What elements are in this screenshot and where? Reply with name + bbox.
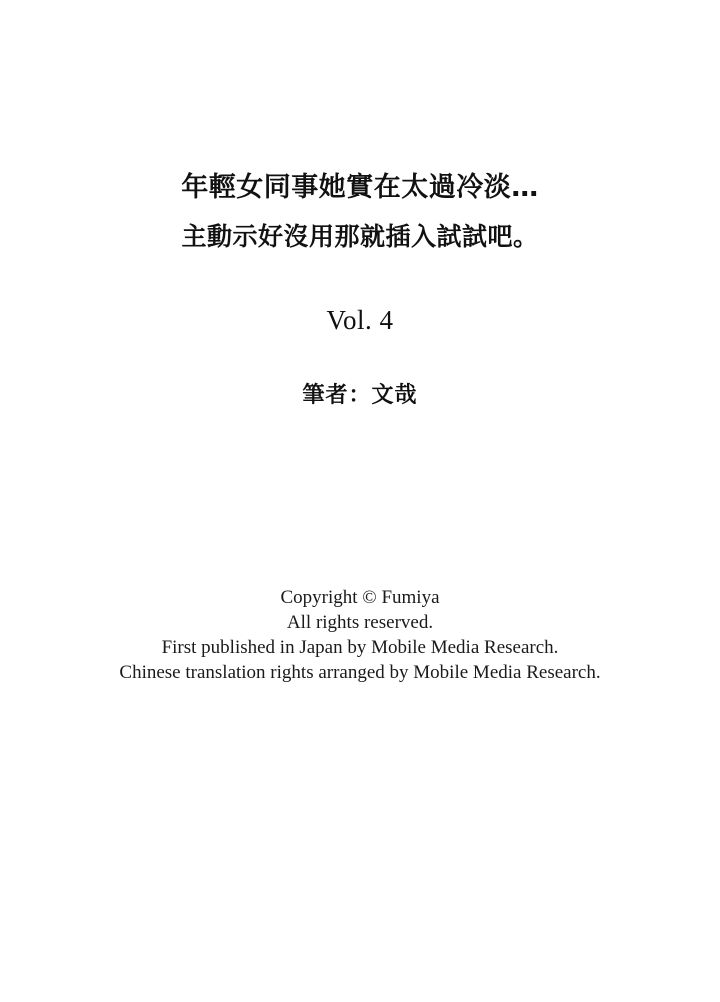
title-block (0, 163, 720, 261)
copyright-line-2: All rights reserved. (286, 612, 434, 633)
copyright-line-4: Chinese translation rights arranged by Mobile Media Research. (119, 662, 601, 683)
page-title-line-2: 主動示好沒用那就插入試試吧。 (181, 222, 539, 251)
copyright-block (0, 585, 720, 685)
copyright-line-1: Copyright © Fumiya (280, 587, 440, 608)
author-label: 筆者：文哉 (302, 383, 418, 408)
copyright-line-3: First published in Japan by Mobile Media Research. (161, 637, 559, 658)
page-title-line-1: 年輕女同事她實在太過冷淡… (181, 172, 539, 203)
volume-label: Vol. 4 (326, 305, 394, 335)
